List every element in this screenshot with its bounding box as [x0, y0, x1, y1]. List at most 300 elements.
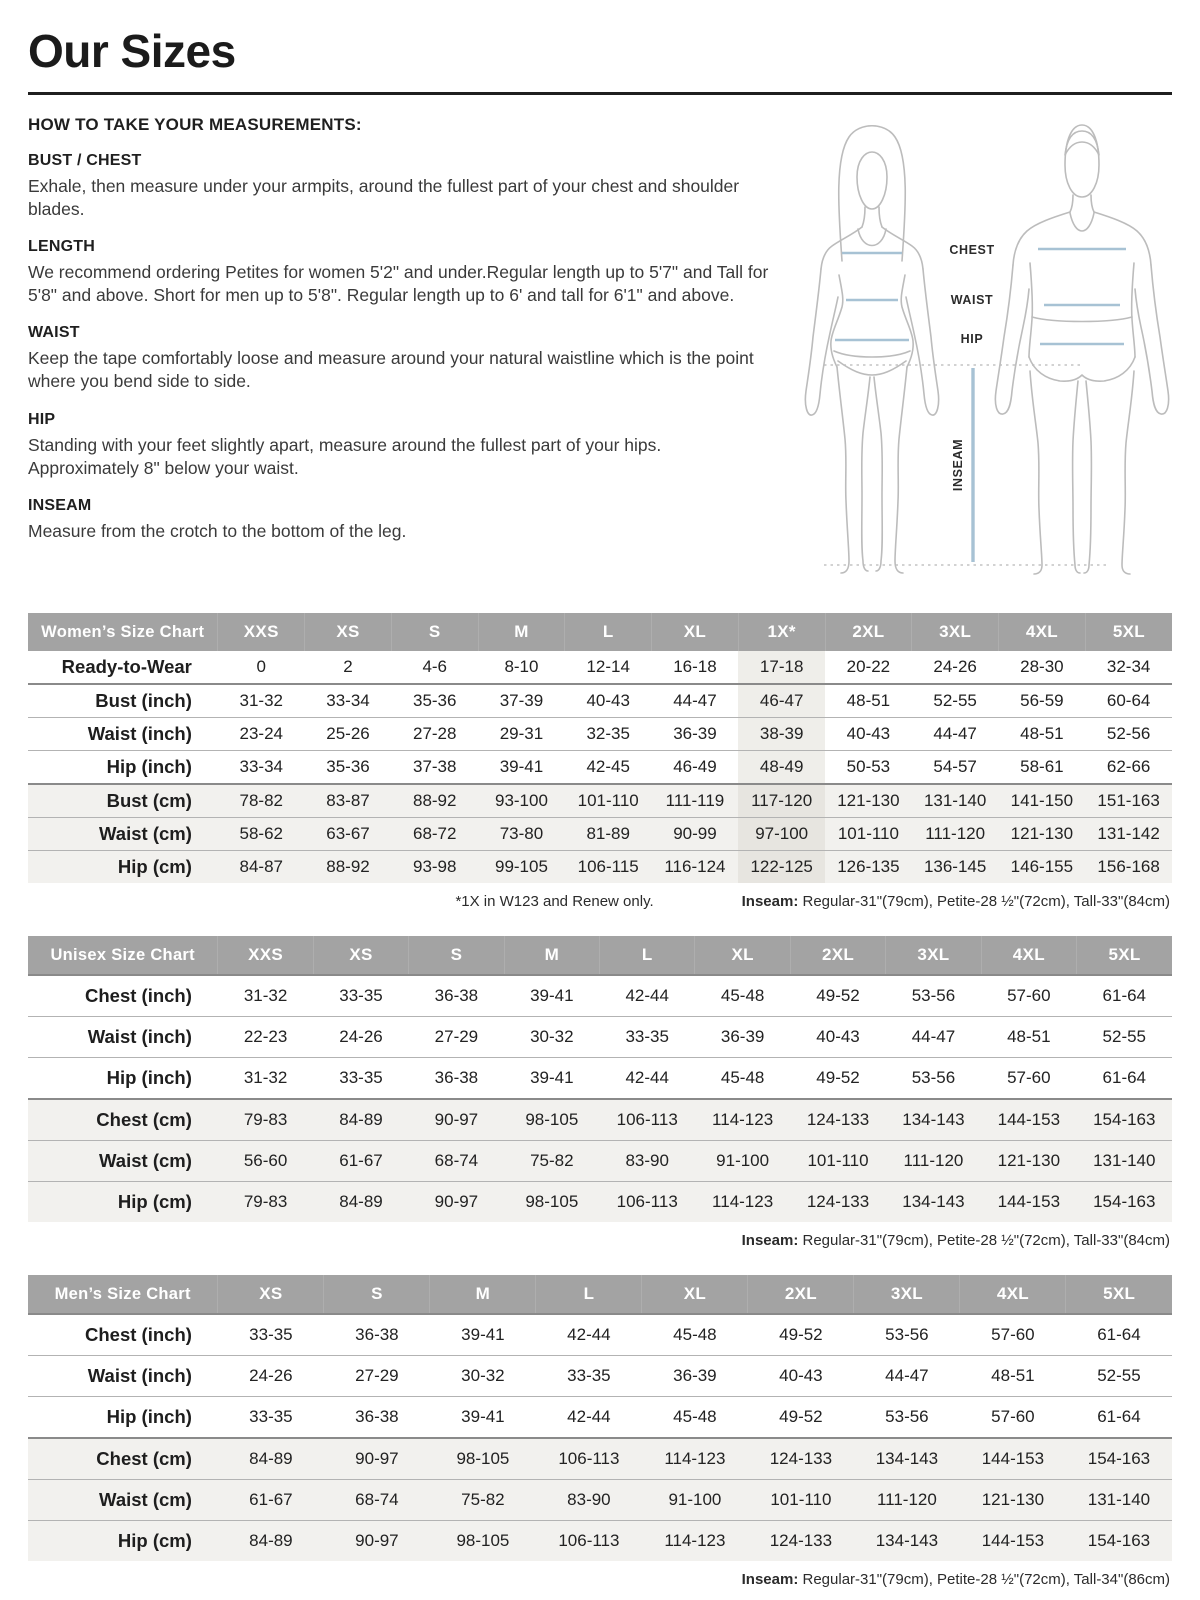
column-header: S [391, 613, 478, 651]
size-cell: 124-133 [769, 1531, 833, 1550]
size-cell: 106-115 [577, 857, 639, 876]
column-header: 2XL [748, 1275, 854, 1314]
size-cell: 114-123 [712, 1110, 774, 1129]
measurement-instructions [28, 111, 776, 589]
size-cell: 44-47 [673, 691, 717, 710]
table-row [28, 784, 1172, 818]
size-cell: 136-145 [923, 857, 987, 876]
size-cell: 90-97 [434, 1110, 479, 1129]
size-cell: 63-67 [326, 824, 370, 843]
row-label: Waist (inch) [87, 1365, 192, 1386]
size-cell: 141-150 [1010, 791, 1074, 810]
size-cell: 42-44 [567, 1325, 611, 1344]
size-cell: 98-105 [525, 1110, 579, 1129]
size-cell: 45-48 [673, 1325, 717, 1344]
row-label: Hip (cm) [117, 1191, 192, 1212]
table-title: Unisex Size Chart [28, 936, 218, 975]
size-cell: 131-142 [1097, 824, 1160, 843]
section-title: LENGTH [28, 238, 95, 256]
size-cell: 40-43 [816, 1027, 860, 1046]
section-body: Standing with your feet slightly apart, measure around the fullest part of your hips. Approximately 8" below your waist. [28, 434, 662, 478]
column-header: XL [695, 936, 790, 975]
size-cell: 53-56 [911, 986, 956, 1005]
size-cell: 121-130 [997, 1151, 1061, 1170]
size-cell: 52-55 [1102, 1027, 1147, 1046]
hip-label: HIP [960, 332, 984, 346]
table-title: Men’s Size Chart [28, 1275, 218, 1314]
inseam-footnote-text: Regular-31"(79cm), Petite-28 ½"(72cm), Tall-33"(84cm) [798, 1232, 1170, 1249]
mens-size-chart-table [28, 1275, 1172, 1561]
size-cell: 97-100 [738, 818, 825, 851]
table-row [28, 1356, 1172, 1397]
row-label: Chest (cm) [96, 1109, 192, 1130]
size-cell: 114-123 [664, 1449, 726, 1468]
size-cell: 90-97 [355, 1531, 399, 1550]
size-cell: 56-60 [243, 1151, 288, 1170]
size-cell: 48-51 [846, 691, 891, 710]
size-cell: 106-113 [558, 1531, 620, 1550]
size-cell: 144-153 [997, 1110, 1061, 1129]
size-cell: 33-35 [567, 1366, 611, 1385]
column-header: XXS [218, 936, 313, 975]
size-cell: 38-39 [738, 718, 825, 751]
size-cell: 61-64 [1102, 986, 1147, 1005]
size-cell: 156-168 [1097, 857, 1160, 876]
inseam-footnote-label: Inseam: [741, 1232, 799, 1249]
size-cell: 134-143 [875, 1449, 939, 1468]
section-title: WAIST [28, 324, 80, 342]
size-cell: 28-30 [1020, 657, 1064, 676]
column-header: 5XL [1085, 613, 1172, 651]
size-cell: 81-89 [586, 824, 630, 843]
size-cell: 68-74 [355, 1490, 399, 1509]
size-cell: 45-48 [720, 986, 765, 1005]
size-cell: 106-113 [616, 1110, 678, 1129]
size-cell: 49-52 [779, 1407, 823, 1426]
size-cell: 49-52 [779, 1325, 823, 1344]
size-cell: 40-43 [846, 724, 891, 743]
size-cell: 36-38 [355, 1325, 399, 1344]
size-cell: 68-74 [434, 1151, 479, 1170]
size-cell: 106-113 [558, 1449, 620, 1468]
row-label: Hip (inch) [106, 1067, 192, 1088]
size-cell: 36-39 [673, 724, 717, 743]
size-cell: 2 [343, 657, 353, 676]
table-row [28, 684, 1172, 718]
size-cell: 78-82 [239, 791, 283, 810]
size-cell: 98-105 [525, 1192, 579, 1211]
size-cell: 36-38 [355, 1407, 399, 1426]
size-cell: 84-89 [339, 1192, 383, 1211]
size-cell: 124-133 [806, 1110, 870, 1129]
table-row [28, 1182, 1172, 1223]
size-cell: 32-35 [586, 724, 630, 743]
size-cell: 154-163 [1093, 1192, 1156, 1211]
inseam-footnote-text: Regular-31"(79cm), Petite-28 ½"(72cm), Tall-34"(86cm) [798, 1571, 1170, 1588]
size-cell: 30-32 [461, 1366, 505, 1385]
inseam-footnote-text: Regular-31"(79cm), Petite-28 ½"(72cm), Tall-33"(84cm) [798, 893, 1170, 910]
column-header: 2XL [825, 613, 912, 651]
column-header: L [565, 613, 652, 651]
table-row [28, 1141, 1172, 1182]
size-cell: 84-89 [249, 1531, 293, 1550]
size-cell: 84-89 [339, 1110, 383, 1129]
figures-svg [782, 113, 1172, 585]
table-row [28, 975, 1172, 1017]
size-cell: 111-120 [876, 1490, 937, 1509]
size-cell: 54-57 [933, 757, 977, 776]
size-cell: 121-130 [837, 791, 900, 810]
size-cell: 22-23 [243, 1027, 288, 1046]
column-header: 1X* [738, 613, 825, 651]
column-header: XXS [218, 613, 305, 651]
size-cell: 84-87 [239, 857, 283, 876]
section-body: We recommend ordering Petites for women 5'2" and under.Regular length up to 5'7" and Tall for 5'8" and above. Short for men up to 5'8". Regular length up to 6' and tall for 6'1" and above. [28, 262, 769, 306]
size-cell: 44-47 [911, 1027, 956, 1046]
size-cell: 48-51 [991, 1366, 1035, 1385]
size-cell: 122-125 [738, 851, 825, 884]
size-cell: 17-18 [738, 651, 825, 684]
column-header: S [324, 1275, 430, 1314]
size-cell: 50-53 [846, 757, 891, 776]
inseam-footnote [742, 893, 1170, 910]
size-cell: 101-110 [577, 791, 639, 810]
how-to-heading: HOW TO TAKE YOUR MEASUREMENTS: [28, 115, 362, 134]
table-row [28, 751, 1172, 785]
size-cell: 36-38 [434, 986, 479, 1005]
size-cell: 83-90 [567, 1490, 611, 1509]
size-cell: 33-35 [249, 1407, 293, 1426]
size-cell: 39-41 [461, 1407, 505, 1426]
size-cell: 42-44 [567, 1407, 611, 1426]
table-row [28, 1314, 1172, 1356]
size-cell: 83-90 [625, 1151, 669, 1170]
size-cell: 0 [256, 657, 266, 676]
size-cell: 37-39 [499, 691, 544, 710]
instruction-section-bust-chest [28, 152, 776, 221]
size-cell: 30-32 [530, 1027, 574, 1046]
size-cell: 116-124 [664, 857, 726, 876]
size-cell: 33-35 [625, 1027, 669, 1046]
size-cell: 49-52 [816, 986, 860, 1005]
row-label: Waist (cm) [99, 823, 192, 844]
size-cell: 93-98 [412, 857, 457, 876]
size-cell: 48-51 [1007, 1027, 1051, 1046]
size-cell: 61-67 [339, 1151, 383, 1170]
size-cell: 57-60 [991, 1407, 1035, 1426]
size-cell: 33-35 [339, 986, 383, 1005]
size-cell: 146-155 [1010, 857, 1074, 876]
size-cell: 25-26 [326, 724, 370, 743]
size-cell: 39-41 [530, 986, 574, 1005]
size-cell: 36-38 [434, 1068, 479, 1087]
size-cell: 93-100 [494, 791, 548, 810]
inseam-footnote-label: Inseam: [741, 893, 799, 910]
column-header: M [478, 613, 565, 651]
size-cell: 84-89 [249, 1449, 293, 1468]
instruction-section-length [28, 238, 776, 307]
table-row [28, 1397, 1172, 1439]
row-label: Waist (inch) [87, 723, 192, 744]
size-cell: 144-153 [997, 1192, 1061, 1211]
size-cell: 23-24 [239, 724, 283, 743]
size-cell: 111-120 [925, 824, 986, 843]
unisex-size-chart-block [28, 936, 1172, 1251]
size-cell: 73-80 [499, 824, 544, 843]
size-cell: 131-140 [1087, 1490, 1151, 1509]
size-cell: 131-140 [923, 791, 987, 810]
size-cell: 36-39 [720, 1027, 765, 1046]
size-cell: 61-67 [249, 1490, 293, 1509]
size-cell: 53-56 [885, 1325, 929, 1344]
size-cell: 126-135 [837, 857, 900, 876]
column-header: XS [218, 1275, 324, 1314]
row-label: Hip (inch) [106, 1406, 192, 1427]
size-cell: 154-163 [1093, 1110, 1156, 1129]
size-cell: 27-29 [355, 1366, 399, 1385]
size-cell: 91-100 [716, 1151, 770, 1170]
column-header: 4XL [960, 1275, 1066, 1314]
size-cell: 58-62 [239, 824, 283, 843]
size-cell: 40-43 [586, 691, 630, 710]
size-cell: 44-47 [933, 724, 977, 743]
size-cell: 101-110 [807, 1151, 869, 1170]
size-cell: 58-61 [1020, 757, 1064, 776]
column-header: L [536, 1275, 642, 1314]
size-cell: 154-163 [1087, 1531, 1151, 1550]
size-cell: 37-38 [412, 757, 457, 776]
size-cell: 124-133 [806, 1192, 870, 1211]
size-cell: 45-48 [673, 1407, 717, 1426]
body-measurement-diagram [776, 111, 1172, 589]
section-body: Keep the tape comfortably loose and measure around your natural waistline which is the point where you bend side to side. [28, 348, 754, 392]
unisex-size-chart-table [28, 936, 1172, 1222]
size-cell: 24-26 [933, 657, 977, 676]
unisex-footnotes [28, 1222, 1172, 1251]
size-cell: 35-36 [326, 757, 370, 776]
size-cell: 88-92 [326, 857, 370, 876]
column-header: S [409, 936, 504, 975]
size-cell: 33-34 [239, 757, 283, 776]
size-cell: 31-32 [243, 986, 288, 1005]
size-cell: 101-110 [770, 1490, 832, 1509]
row-label: Hip (cm) [117, 1530, 192, 1551]
size-cell: 35-36 [412, 691, 457, 710]
size-cell: 24-26 [339, 1027, 383, 1046]
one-x-footnote: *1X in W123 and Renew only. [455, 893, 654, 910]
table-title: Women’s Size Chart [28, 613, 218, 651]
size-cell: 75-82 [530, 1151, 574, 1170]
size-cell: 134-143 [875, 1531, 939, 1550]
size-cell: 111-119 [665, 791, 725, 810]
size-cell: 52-55 [933, 691, 977, 710]
column-header: XS [313, 936, 408, 975]
size-cell: 56-59 [1020, 691, 1064, 710]
size-cell: 29-31 [499, 724, 544, 743]
table-row [28, 651, 1172, 684]
size-cell: 57-60 [1007, 1068, 1051, 1087]
column-header: 2XL [790, 936, 885, 975]
size-cell: 39-41 [530, 1068, 574, 1087]
inseam-label: INSEAM [951, 438, 965, 492]
size-cell: 61-64 [1097, 1407, 1141, 1426]
size-cell: 131-140 [1093, 1151, 1156, 1170]
size-cell: 48-51 [1020, 724, 1064, 743]
column-header: 4XL [999, 613, 1086, 651]
instruction-section-inseam [28, 497, 776, 543]
size-cell: 90-97 [434, 1192, 479, 1211]
male-figure [995, 125, 1168, 574]
size-cell: 27-29 [434, 1027, 479, 1046]
row-label: Chest (cm) [96, 1448, 192, 1469]
row-label: Ready-to-Wear [61, 656, 192, 677]
column-header: M [504, 936, 599, 975]
column-header: 5XL [1066, 1275, 1172, 1314]
size-cell: 124-133 [769, 1449, 833, 1468]
size-cell: 27-28 [412, 724, 457, 743]
size-cell: 40-43 [779, 1366, 823, 1385]
size-cell: 39-41 [499, 757, 544, 776]
table-row [28, 1058, 1172, 1100]
size-cell: 33-35 [339, 1068, 383, 1087]
row-label: Bust (inch) [95, 690, 192, 711]
size-cell: 32-34 [1106, 657, 1151, 676]
table-row [28, 851, 1172, 884]
size-cell: 99-105 [494, 857, 548, 876]
waist-label: WAIST [950, 293, 994, 307]
size-cell: 31-32 [243, 1068, 288, 1087]
size-cell: 42-45 [586, 757, 630, 776]
inseam-footnote [742, 1232, 1170, 1249]
size-cell: 90-97 [355, 1449, 399, 1468]
size-cell: 114-123 [664, 1531, 726, 1550]
table-row [28, 1017, 1172, 1058]
row-label: Waist (cm) [99, 1150, 192, 1171]
size-cell: 33-35 [249, 1325, 293, 1344]
size-cell: 44-47 [885, 1366, 929, 1385]
size-cell: 79-83 [243, 1192, 288, 1211]
size-cell: 98-105 [456, 1531, 510, 1550]
size-cell: 154-163 [1087, 1449, 1151, 1468]
column-header: 4XL [981, 936, 1076, 975]
size-cell: 46-47 [738, 684, 825, 718]
size-cell: 61-64 [1097, 1325, 1141, 1344]
size-cell: 106-113 [616, 1192, 678, 1211]
size-cell: 75-82 [461, 1490, 505, 1509]
section-title: BUST / CHEST [28, 152, 142, 169]
size-cell: 31-32 [239, 691, 283, 710]
female-figure [805, 126, 938, 573]
size-cell: 90-99 [673, 824, 717, 843]
size-cell: 16-18 [673, 657, 717, 676]
size-cell: 52-55 [1097, 1366, 1141, 1385]
size-cell: 53-56 [911, 1068, 956, 1087]
row-label: Chest (inch) [85, 985, 192, 1006]
size-cell: 68-72 [412, 824, 457, 843]
size-cell: 24-26 [249, 1366, 293, 1385]
column-header: M [430, 1275, 536, 1314]
column-header: L [600, 936, 695, 975]
title-divider [28, 92, 1172, 95]
row-label: Waist (inch) [87, 1026, 192, 1047]
size-cell: 134-143 [902, 1192, 965, 1211]
size-cell: 151-163 [1097, 791, 1160, 810]
instruction-section-waist [28, 324, 776, 393]
size-cell: 83-87 [326, 791, 370, 810]
size-cell: 57-60 [991, 1325, 1035, 1344]
size-cell: 45-48 [720, 1068, 765, 1087]
table-row [28, 718, 1172, 751]
column-header: 3XL [854, 1275, 960, 1314]
row-label: Chest (inch) [85, 1324, 192, 1345]
size-cell: 88-92 [412, 791, 457, 810]
column-header: 5XL [1077, 936, 1172, 975]
size-cell: 42-44 [625, 986, 669, 1005]
column-header: XS [305, 613, 392, 651]
size-cell: 12-14 [586, 657, 630, 676]
size-cell: 57-60 [1007, 986, 1051, 1005]
size-cell: 134-143 [902, 1110, 965, 1129]
size-cell: 60-64 [1106, 691, 1151, 710]
row-label: Hip (inch) [106, 756, 192, 777]
size-cell: 46-49 [673, 757, 717, 776]
section-body: Measure from the crotch to the bottom of the leg. [28, 520, 407, 541]
instruction-section-hip [28, 411, 776, 480]
size-cell: 36-39 [673, 1366, 717, 1385]
table-row [28, 818, 1172, 851]
size-cell: 48-49 [738, 751, 825, 785]
table-row [28, 1099, 1172, 1141]
section-title: HIP [28, 410, 56, 428]
measurement-guide [28, 111, 1172, 589]
inseam-footnote [742, 1571, 1170, 1588]
section-title: INSEAM [28, 496, 92, 514]
size-cell: 111-120 [903, 1151, 964, 1170]
size-cell: 52-56 [1106, 724, 1151, 743]
chest-label: CHEST [949, 243, 995, 257]
mens-footnotes [28, 1561, 1172, 1590]
row-label: Hip (cm) [117, 856, 192, 877]
table-row [28, 1521, 1172, 1562]
section-body: Exhale, then measure under your armpits, around the fullest part of your chest and shoulder blades. [28, 176, 740, 220]
womens-footnotes [28, 883, 1172, 912]
size-cell: 62-66 [1106, 757, 1151, 776]
size-cell: 144-153 [981, 1531, 1045, 1550]
size-cell: 79-83 [243, 1110, 288, 1129]
size-cell: 42-44 [625, 1068, 669, 1087]
size-cell: 114-123 [712, 1192, 774, 1211]
size-cell: 121-130 [981, 1490, 1045, 1509]
size-cell: 53-56 [885, 1407, 929, 1426]
column-header: XL [652, 613, 739, 651]
size-cell: 39-41 [461, 1325, 505, 1344]
size-cell: 61-64 [1102, 1068, 1147, 1087]
table-row [28, 1480, 1172, 1521]
size-cell: 8-10 [504, 657, 539, 676]
womens-size-chart-table [28, 613, 1172, 883]
row-label: Bust (cm) [106, 790, 192, 811]
column-header: XL [642, 1275, 748, 1314]
size-cell: 4-6 [422, 657, 448, 676]
table-row [28, 1438, 1172, 1480]
mens-size-chart-block [28, 1275, 1172, 1590]
size-cell: 117-120 [738, 784, 825, 818]
womens-size-chart-block [28, 613, 1172, 912]
size-cell: 49-52 [816, 1068, 860, 1087]
size-cell: 144-153 [981, 1449, 1045, 1468]
page-title: Our Sizes [28, 25, 236, 77]
column-header: 3XL [912, 613, 999, 651]
